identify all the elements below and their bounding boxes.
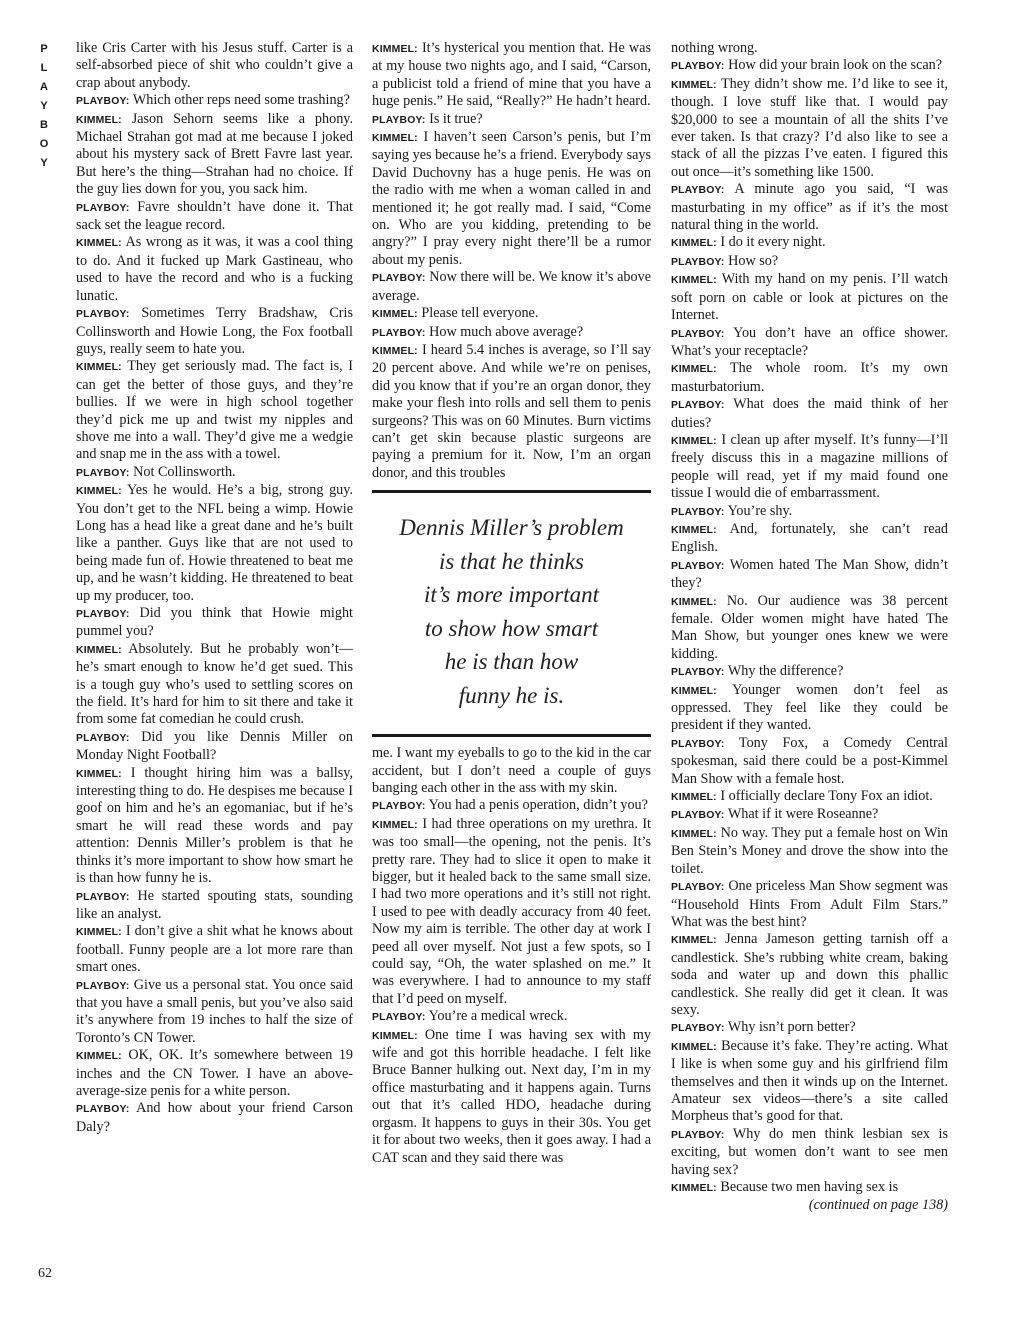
paragraph-text: I haven’t seen Carson’s penis, but I’m saying yes because he’s a friend. Everybody says David Duchovny has a huge penis. He was on the radio with me when a woman called in and mentioned it; he got really mad. I said, “Come on. Who are you kidding, pretending to be angry?” I pray every night there’ll be a rumor about my penis.: [372, 129, 652, 268]
paragraph-text: How did your brain look on the scan?: [728, 57, 943, 74]
speaker-label: PLAYBOY:: [372, 801, 426, 813]
speaker-label: KIMMEL:: [76, 486, 122, 498]
playboy-paragraph: [372, 111, 651, 129]
playboy-paragraph: [671, 1019, 948, 1037]
playboy-paragraph: [671, 557, 948, 593]
paragraph-text: Now there will be. We know it’s above average.: [372, 269, 651, 304]
paragraph-text: Because two men having sex is: [720, 1179, 899, 1195]
speaker-label: PLAYBOY:: [671, 328, 725, 340]
kimmel-paragraph: [76, 1047, 353, 1100]
page-number: 62: [38, 1266, 52, 1281]
kimmel-paragraph: [671, 271, 948, 324]
speaker-label: KIMMEL:: [671, 1183, 717, 1194]
speaker-label: KIMMEL:: [671, 435, 717, 447]
paragraph-text: Why the difference?: [727, 663, 844, 680]
speaker-label: KIMMEL:: [76, 362, 122, 374]
speaker-label: KIMMEL:: [372, 345, 418, 357]
paragraph-text: Younger women don’t feel as oppressed. They feel like they could be president if they wanted.: [671, 681, 948, 734]
speaker-label: KIMMEL:: [76, 1051, 122, 1063]
sidebar-letter: P: [40, 43, 48, 55]
speaker-label: KIMMEL:: [372, 1030, 418, 1042]
paragraph-text: One priceless Man Show segment was “Household Hints From Adult Film Stars.” What was the best hint?: [671, 878, 948, 930]
speaker-label: KIMMEL:: [372, 819, 418, 831]
speaker-label: PLAYBOY:: [671, 400, 725, 412]
speaker-label: PLAYBOY:: [671, 882, 725, 894]
paragraph-text: Which other reps need some trashing?: [132, 92, 350, 109]
paragraph-text: I do it every night.: [720, 234, 826, 251]
playboy-paragraph: [671, 1126, 948, 1179]
paragraph-text: Yes he would. He’s a big, strong guy. You don’t get to the NFL being a wimp. Howie Long has a head like a great dane and he’s built like a panther. Guys like that are not used to being made fun of. Howie threatened to beat me up, and he wasn’t kidding. He threatened to beat up my producer, too.: [76, 482, 353, 604]
speaker-label: KIMMEL:: [671, 596, 717, 608]
kimmel-paragraph: [671, 1179, 948, 1197]
paragraph-text: You’re a medical wreck.: [428, 1008, 568, 1025]
paragraph-text: I had three operations on my urethra. It was too small—the opening, not the penis. It’s pretty rare. They had to slice it open to make it bigger, but it healed back to the same small size. I had two more operations and it’s still not right. I used to pee with deadly accuracy from 40 feet. Now my aim is terrible. The other day at work I peed all over myself. Not just a few spots, so I could say, “Oh, the water splashed on me.” It was everywhere. I had to announce to my staff that I’d peed on myself.: [372, 815, 652, 1007]
sidebar-letter: O: [39, 138, 49, 150]
kimmel-paragraph: [76, 482, 353, 605]
kimmel-paragraph: [76, 234, 353, 305]
pull-quote-line: Dennis Miller’s problem: [399, 515, 624, 541]
paragraph-text: One time I was having sex with my wife and got this horrible headache. I felt like Bruce Banner hulking out. Next day, I’m in my office masturbating and it happens again. Turns out that it’s called HDO, headache during orgasm. It happens to guys in their 30s. You get it for about two weeks, then it goes away. I had a CAT scan and they said there was: [372, 1026, 651, 1166]
speaker-label: PLAYBOY:: [372, 114, 426, 126]
magazine-sidebar-mark: [34, 40, 54, 173]
speaker-label: KIMMEL:: [76, 238, 122, 250]
kimmel-paragraph: [671, 521, 948, 557]
kimmel-paragraph: [671, 234, 948, 252]
speaker-label: KIMMEL:: [372, 309, 418, 321]
paragraph-text: You don’t have an office shower. What’s your receptacle?: [671, 324, 948, 359]
sidebar-letter: B: [40, 119, 48, 131]
speaker-label: PLAYBOY:: [76, 309, 130, 321]
speaker-label: PLAYBOY:: [671, 738, 725, 750]
paragraph-text: What does the maid think of her duties?: [671, 396, 948, 431]
kimmel-paragraph: [671, 788, 948, 806]
paragraph-text: Please tell everyone.: [421, 305, 539, 322]
paragraph-text: nothing wrong.: [671, 40, 758, 56]
speaker-label: PLAYBOY:: [671, 667, 725, 679]
column-right: [671, 40, 948, 1215]
kimmel-paragraph: [671, 360, 948, 396]
speaker-label: KIMMEL:: [671, 238, 717, 250]
paragraph-text: Tony Fox, a Comedy Central spokesman, said there could be a post-Kimmel Man Show with a female host.: [671, 734, 948, 787]
playboy-paragraph: [372, 324, 651, 342]
speaker-label: KIMMEL:: [76, 768, 122, 780]
paragraph-text: I heard 5.4 inches is average, so I’ll say 20 percent above. And while we’re on penises, did you know that if you’re an organ donor, they make your flesh into rolls and sell them to penis surgeons? This was on 60 Minutes. Burn victims can’t get skin because plastic surgeons are paying a premium for it. Now, I’m an organ donor, and this troubles: [372, 341, 651, 481]
sidebar-letter: Y: [40, 100, 48, 112]
kimmel-paragraph: [372, 40, 651, 111]
speaker-label: PLAYBOY:: [671, 185, 725, 197]
speaker-label: PLAYBOY:: [76, 96, 130, 108]
kimmel-paragraph: [76, 641, 353, 729]
paragraph-text: Absolutely. But he probably won’t—he’s smart enough to know he’d get sued. This is a tough guy who’s used to settling scores on the field. It’s hard for him to sit there and take it from some fat comedian he could crush.: [76, 640, 353, 728]
paragraph-text: You had a penis operation, didn’t you?: [428, 797, 648, 814]
kimmel-paragraph: [372, 342, 651, 482]
continued-note: (continued on page 138): [808, 1197, 948, 1214]
speaker-label: KIMMEL:: [76, 927, 122, 939]
speaker-label: KIMMEL:: [671, 828, 717, 840]
playboy-paragraph: [76, 605, 353, 641]
paragraph-text: And, fortunately, she can’t read English.: [671, 520, 948, 556]
paragraph-text: Favre shouldn’t have done it. That sack set the league record.: [76, 198, 353, 234]
paragraph-text: Not Collinsworth.: [133, 463, 236, 480]
speaker-label: KIMMEL:: [671, 792, 717, 804]
speaker-label: PLAYBOY:: [671, 1023, 725, 1035]
kimmel-paragraph: [671, 432, 948, 503]
kimmel-paragraph: [671, 825, 948, 878]
continuation-paragraph: [671, 40, 948, 57]
kimmel-paragraph: [76, 358, 353, 463]
paragraph-text: I don’t give a shit what he knows about football. Funny people are a lot more rare than smart ones.: [76, 923, 353, 976]
pull-quote-line: it’s more important: [423, 582, 600, 608]
playboy-paragraph: [76, 92, 353, 110]
speaker-label: KIMMEL:: [671, 364, 717, 376]
paragraph-text: Is it true?: [429, 110, 483, 127]
speaker-label: KIMMEL:: [671, 935, 717, 947]
speaker-label: KIMMEL:: [671, 1041, 717, 1053]
speaker-label: KIMMEL:: [372, 133, 418, 145]
paragraph-text: Why do men think lesbian sex is exciting, but women don’t want to see men having sex?: [671, 1125, 949, 1178]
column-middle-bottom: [372, 745, 651, 1167]
paragraph-text: I thought hiring him was a ballsy, interesting thing to do. He despises me because I goof on him and he’s an egomaniac, but if he’s smart he will read these words and pay attention: Dennis Miller’s problem is that he thinks it’s more important to show how smart he is than how funny he is.: [76, 764, 353, 887]
kimmel-paragraph: [671, 1038, 948, 1126]
paragraph-text: Why isn’t porn better?: [727, 1019, 856, 1036]
continuation-paragraph: [76, 40, 353, 92]
column-middle-top: [372, 40, 651, 482]
sidebar-letter: A: [40, 81, 48, 93]
speaker-label: PLAYBOY:: [76, 980, 130, 992]
paragraph-text: How much above average?: [429, 323, 584, 340]
playboy-paragraph: [76, 199, 353, 235]
paragraph-text: Give us a personal stat. You once said that you have a small penis, but you’ve also said it’s anywhere from 19 inches to half the size of Toronto’s CN Tower.: [76, 976, 353, 1046]
speaker-label: PLAYBOY:: [671, 256, 725, 268]
paragraph-text: The whole room. It’s my own masturbatorium.: [671, 360, 949, 395]
paragraph-text: Sometimes Terry Bradshaw, Cris Collinsworth and Howie Long, the Fox football guys, really seem to hate you.: [76, 305, 353, 357]
playboy-paragraph: [671, 325, 948, 361]
speaker-label: PLAYBOY:: [372, 1012, 426, 1024]
playboy-paragraph: [76, 464, 353, 482]
playboy-paragraph: [671, 503, 948, 521]
pull-quote: [372, 490, 651, 737]
playboy-paragraph: [76, 888, 353, 924]
pull-quote-line: is that he thinks: [438, 548, 585, 574]
paragraph-text: How so?: [728, 252, 779, 269]
paragraph-text: What if it were Roseanne?: [727, 806, 879, 823]
pull-quote-line: he is than how: [444, 649, 579, 675]
playboy-paragraph: [671, 806, 948, 824]
paragraph-text: OK, OK. It’s somewhere between 19 inches and the CN Tower. I have an above-average-size penis for a white person.: [76, 1047, 354, 1099]
playboy-paragraph: [372, 797, 651, 815]
kimmel-paragraph: [372, 129, 651, 269]
paragraph-text: Did you think that Howie might pummel you?: [76, 605, 353, 640]
column-middle: [372, 40, 651, 1167]
playboy-paragraph: [372, 1008, 651, 1026]
speaker-label: KIMMEL:: [76, 644, 122, 656]
speaker-label: PLAYBOY:: [76, 609, 130, 620]
pull-quote-line: to show how smart: [424, 615, 599, 641]
playboy-paragraph: [671, 396, 948, 432]
speaker-label: KIMMEL:: [671, 685, 717, 697]
playboy-paragraph: [76, 729, 353, 765]
kimmel-paragraph: [671, 682, 948, 735]
speaker-label: KIMMEL:: [76, 114, 122, 126]
playboy-paragraph: [76, 977, 353, 1048]
speaker-label: PLAYBOY:: [76, 732, 130, 744]
kimmel-paragraph: [671, 931, 948, 1019]
paragraph-text: No way. They put a female host on Win Ben Stein’s Money and drove the show into the toilet.: [671, 824, 948, 877]
paragraph-text: You’re shy.: [727, 502, 793, 519]
playboy-paragraph: [671, 57, 948, 75]
paragraph-text: Jason Sehorn seems like a phony. Michael Strahan got mad at me because I joked about his mystery sack of Brett Favre last year. But here’s the thing—Strahan had no choice. If the guy lies down for you, you sack him.: [76, 110, 354, 198]
speaker-label: PLAYBOY:: [76, 891, 130, 903]
paragraph-text: me. I want my eyeballs to go to the kid in the car accident, but I don’t need a couple of guys banging each other in the ass with my skin.: [372, 745, 651, 796]
kimmel-paragraph: [372, 1027, 651, 1167]
paragraph-text: Jenna Jameson getting tarnish off a candlestick. She’s rubbing white cream, baking soda and water up and down this phallic candlestick. She really did get it clean. It was sexy.: [671, 931, 949, 1018]
paragraph-text: Because it’s fake. They’re acting. What I like is when some guy and his girlfriend film themselves and then it winds up on the Internet. Amateur sex videos—there’s a site called Morpheus that’s good for that.: [671, 1037, 948, 1125]
playboy-paragraph: [671, 253, 948, 271]
paragraph-text: It’s hysterical you mention that. He was at my house two nights ago, and I said, “Carson, a publicist told a friend of mine that you have a huge penis.” He said, “Really?” He hadn’t heard.: [372, 40, 651, 110]
speaker-label: PLAYBOY:: [671, 61, 725, 73]
playboy-paragraph: [671, 735, 948, 788]
speaker-label: PLAYBOY:: [372, 327, 426, 339]
paragraph-text: like Cris Carter with his Jesus stuff. Carter is a self-absorbed piece of shit who couldn’t give a crap about anybody.: [76, 40, 353, 91]
column-right-text: [671, 40, 948, 1197]
paragraph-text: He started spouting stats, sounding like an analyst.: [76, 887, 354, 922]
column-left: [76, 40, 353, 1136]
speaker-label: PLAYBOY:: [372, 273, 426, 285]
speaker-label: PLAYBOY:: [671, 1129, 725, 1141]
playboy-paragraph: [671, 663, 948, 681]
paragraph-text: A minute ago you said, “I was masturbating in my office” as if it’s the most natural thing in the world.: [671, 181, 949, 234]
kimmel-paragraph: [671, 593, 948, 664]
paragraph-text: With my hand on my penis. I’ll watch soft porn on cable or look at pictures on the Internet.: [671, 271, 948, 324]
speaker-label: PLAYBOY:: [671, 506, 725, 518]
kimmel-paragraph: [671, 76, 948, 181]
paragraph-text: They get seriously mad. The fact is, I can get the better of those guys, and they’re bullies. If we were in high school together they’d pick me up and twist my nipples and shove me into a wall. They’d give me a wedgie and snap me in the ass with a towel.: [76, 358, 353, 463]
speaker-label: KIMMEL:: [671, 79, 717, 91]
playboy-paragraph: [671, 878, 948, 931]
speaker-label: PLAYBOY:: [671, 810, 725, 822]
playboy-paragraph: [76, 1100, 353, 1136]
paragraph-text: Did you like Dennis Miller on Monday Night Football?: [76, 728, 353, 764]
kimmel-paragraph: [76, 111, 353, 199]
speaker-label: PLAYBOY:: [76, 1104, 130, 1116]
speaker-label: PLAYBOY:: [671, 560, 725, 572]
speaker-label: PLAYBOY:: [76, 202, 130, 214]
speaker-label: KIMMEL:: [671, 275, 717, 287]
kimmel-paragraph: [76, 923, 353, 976]
sidebar-letter: L: [40, 62, 48, 74]
pull-quote-line: funny he is.: [458, 682, 565, 708]
speaker-label: KIMMEL:: [372, 44, 418, 55]
kimmel-paragraph: [372, 305, 651, 323]
sidebar-letter: Y: [40, 157, 48, 169]
playboy-paragraph: [671, 181, 948, 234]
kimmel-paragraph: [372, 816, 651, 1008]
paragraph-text: And how about your friend Carson Daly?: [76, 1100, 353, 1135]
playboy-paragraph: [372, 269, 651, 305]
paragraph-text: I officially declare Tony Fox an idiot.: [720, 788, 933, 805]
paragraph-text: Women hated The Man Show, didn’t they?: [671, 556, 948, 592]
paragraph-text: They didn’t show me. I’d like to see it, though. I love stuff like that. I would pay $20,000 to see a mountain of all the shits I’ve ever taken. Is that crazy? I’d also like to see a stack of all the pizzas I’ve eaten. I figured this out once—it’s something like 1500.: [671, 75, 948, 180]
paragraph-text: No. Our audience was 38 percent female. Older women might have hated The Man Show, but younger ones knew we were kidding.: [671, 592, 949, 662]
paragraph-text: As wrong as it was, it was a cool thing to do. And it fucked up Mark Gastineau, who used to have the record and who is a fucking lunatic.: [76, 234, 354, 304]
playboy-paragraph: [76, 305, 353, 358]
paragraph-text: I clean up after myself. It’s funny—I’ll freely discuss this in a magazine millions of people will read, yet if my maid found one tissue I would die of embarrassment.: [671, 431, 949, 502]
continuation-paragraph: [372, 745, 651, 797]
speaker-label: PLAYBOY:: [76, 467, 130, 479]
speaker-label: KIMMEL:: [671, 524, 717, 536]
kimmel-paragraph: [76, 765, 353, 888]
